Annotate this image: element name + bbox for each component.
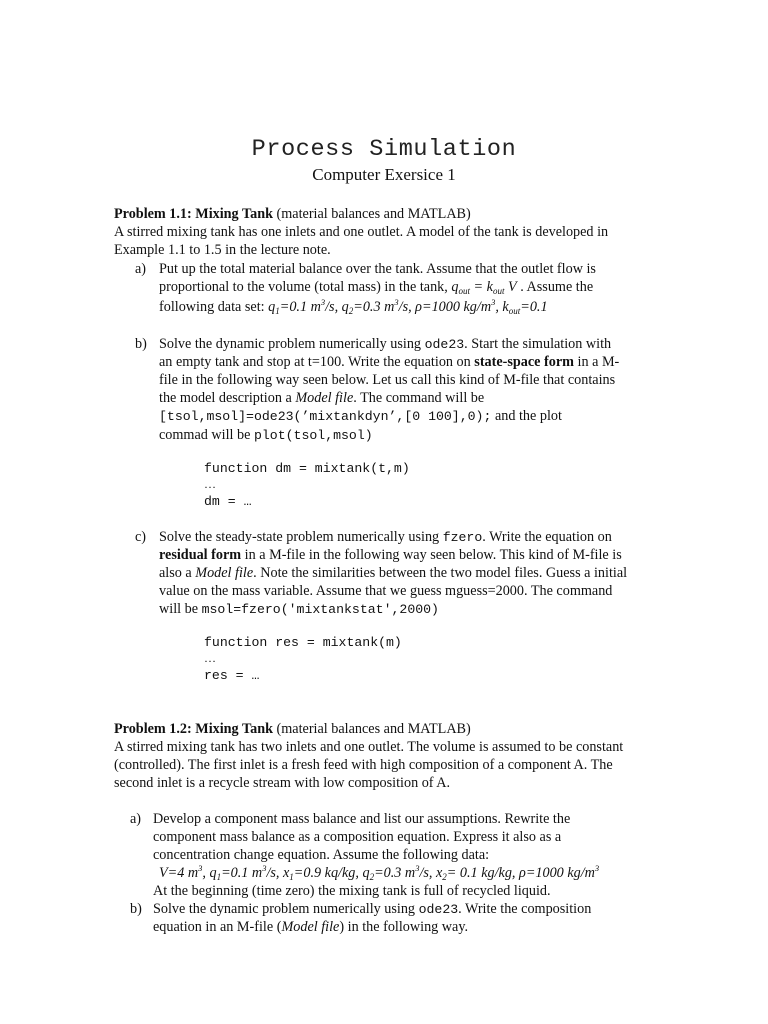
item-a-line-1: Put up the total material balance over the tank. Assume that the outlet flow is xyxy=(159,261,596,277)
data-set: $q_1=0.1$ $m^3/s$, $q_2=0.3$ $m^3/s$, ρ=1000 $kg/m^3$, $k_{out}=0.1$ xyxy=(268,297,548,316)
p12-item-a-line-3: concentration change equation. Assume the following data: xyxy=(153,847,490,863)
problem-1-2-intro-line-1: A stirred mixing tank has two inlets and one outlet. The volume is assumed to be constant xyxy=(114,739,624,755)
problem-1-2-heading: Problem 1.2: Mixing Tank (material balances and MATLAB) xyxy=(114,721,471,737)
item-b-line-2: an empty tank and stop at t=100. Write the equation on state-space form in a M- xyxy=(159,354,620,370)
problem-1-1-heading: Problem 1.1: Mixing Tank (material balances and MATLAB) xyxy=(114,206,471,222)
problem-1-2-intro-line-2: (controlled). The first inlet is a fresh feed with high composition of a component A. The xyxy=(114,757,613,773)
code-ellipsis: … xyxy=(204,651,216,665)
item-b-line-5: [tsol,msol]=ode23(’mixtankdyn’,[0 100],0); and the plot xyxy=(159,408,562,424)
p12-item-b-line-1: Solve the dynamic problem numerically using ode23. Write the composition xyxy=(153,901,592,917)
item-c-line-3: also a Model file. Note the similarities between the two model files. Guess a initial xyxy=(159,565,628,581)
item-b-line-6: commad will be plot(tsol,msol) xyxy=(159,427,373,443)
item-c-line-2: residual form in a M-file in the following way seen below. This kind of M-file is xyxy=(159,547,622,563)
p12-item-a-line-2: component mass balance as a composition equation. Express it also as a xyxy=(153,829,562,845)
code-res-assign: res = … xyxy=(204,668,260,683)
item-a-line-2: proportional to the volume (total mass) in the tank, $q_{out} = k_{out}$ V . Assume the xyxy=(159,279,594,296)
code-ellipsis: … xyxy=(204,477,216,491)
p12-item-a-line-1: Develop a component mass balance and list our assumptions. Rewrite the xyxy=(153,811,571,827)
problem-1-2-intro-line-3: second inlet is a recycle stream with low composition of A. xyxy=(114,775,451,791)
problem-1-1-intro-line-2: Example 1.1 to 1.5 in the lecture note. xyxy=(114,242,331,258)
page-title: Process Simulation xyxy=(251,136,517,163)
p12-item-a-line-5: At the beginning (time zero) the mixing tank is full of recycled liquid. xyxy=(153,883,551,899)
p12-data-line: V=4 $m^3$, $q_1=0.1$ $m^3/s$, $x_1=0.9$ kq/kg, $q_2=0.3$ $m^3/s$, $x_2= 0.1$ kg/kg, ρ=1000 $kg/m^3$ xyxy=(159,863,600,882)
item-b-line-4: the model description a Model file. The command will be xyxy=(159,390,485,406)
item-a-label: a) xyxy=(135,261,147,277)
item-c-line-1: Solve the steady-state problem numerically using fzero. Write the equation on xyxy=(159,529,612,545)
item-b-line-1: Solve the dynamic problem numerically using ode23. Start the simulation with xyxy=(159,336,612,352)
item-a-label: a) xyxy=(130,811,142,827)
item-c-label: c) xyxy=(135,529,147,545)
item-a-line-3: following data set: $q_1=0.1$ $m^3/s$, $q_2=0.3$ $m^3/s$, ρ=1000 $kg/m^3$, $k_{out}=0.1$ xyxy=(159,297,548,316)
item-b-label: b) xyxy=(130,901,142,917)
item-c-line-4: value on the mass variable. Assume that we guess mguess=2000. The command xyxy=(159,583,613,599)
item-b-line-3: file in the following way seen below. Let us call this kind of M-file that contains xyxy=(159,372,616,388)
problem-1-1-intro-line-1: A stirred mixing tank has one inlets and one outlet. A model of the tank is developed in xyxy=(114,224,609,240)
outflow-equation: $q_{out} = k_{out}$ V xyxy=(451,279,517,296)
item-c-line-5: will be msol=fzero('mixtankstat',2000) xyxy=(159,601,439,617)
code-function-res: function res = mixtank(m) xyxy=(204,635,402,650)
code-dm-assign: dm = … xyxy=(204,494,252,509)
code-function-dm: function dm = mixtank(t,m) xyxy=(204,461,410,476)
p12-item-b-line-2: equation in an M-file (Model file) in the following way. xyxy=(153,919,469,935)
page-subtitle: Computer Exersice 1 xyxy=(312,165,456,184)
item-b-label: b) xyxy=(135,336,147,352)
